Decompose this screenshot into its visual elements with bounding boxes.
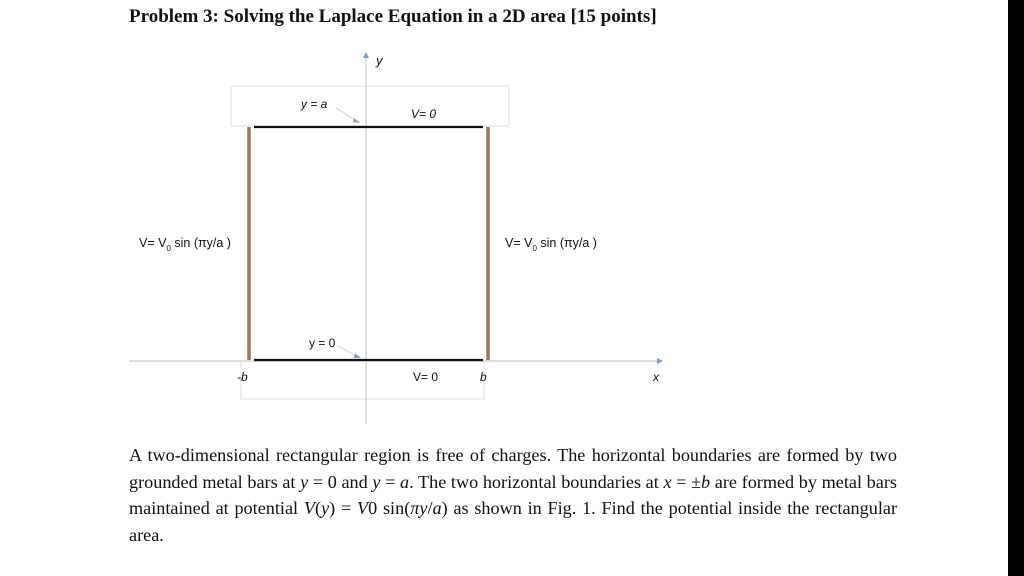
y-eq-0-label: y = 0 <box>309 336 336 350</box>
y-eq-0-pointer-head <box>354 353 361 358</box>
x-axis-arrow <box>657 358 663 364</box>
tick-neg-b: -b <box>237 370 248 384</box>
x-axis-label: x <box>653 370 659 384</box>
top-potential-label: V= 0 <box>411 107 437 121</box>
left-potential-label: $V= V_0$ sin (πy/a ) <box>139 236 231 253</box>
y-axis-arrow <box>363 52 369 58</box>
right-potential-label: $V= V_0$ sin (πy/a ) <box>505 236 597 253</box>
bottom-region-box <box>241 361 484 399</box>
problem-statement: A two-dimensional rectangular region is free of charges. The horizontal boundaries are formed by two grounded metal bars at y = 0 and y = a. The two horizontal boundaries at x = ±b are formed by metal bars maintained at potential V(y) = V0 sin(πy/a) as shown in Fig. 1. Find the potential inside the rectangular area. <box>129 445 897 545</box>
y-eq-a-pointer <box>336 108 355 120</box>
y-eq-a-label: y = a <box>301 97 328 111</box>
bottom-potential-label: V= 0 <box>413 370 439 384</box>
y-eq-a-pointer-head <box>353 118 360 123</box>
top-region-box <box>231 86 509 126</box>
problem-title: Problem 3: Solving the Laplace Equation in a 2D area [15 points] <box>129 6 657 27</box>
y-eq-0-pointer <box>338 346 356 356</box>
y-axis-label: y <box>376 53 383 68</box>
tick-b: b <box>480 370 487 384</box>
